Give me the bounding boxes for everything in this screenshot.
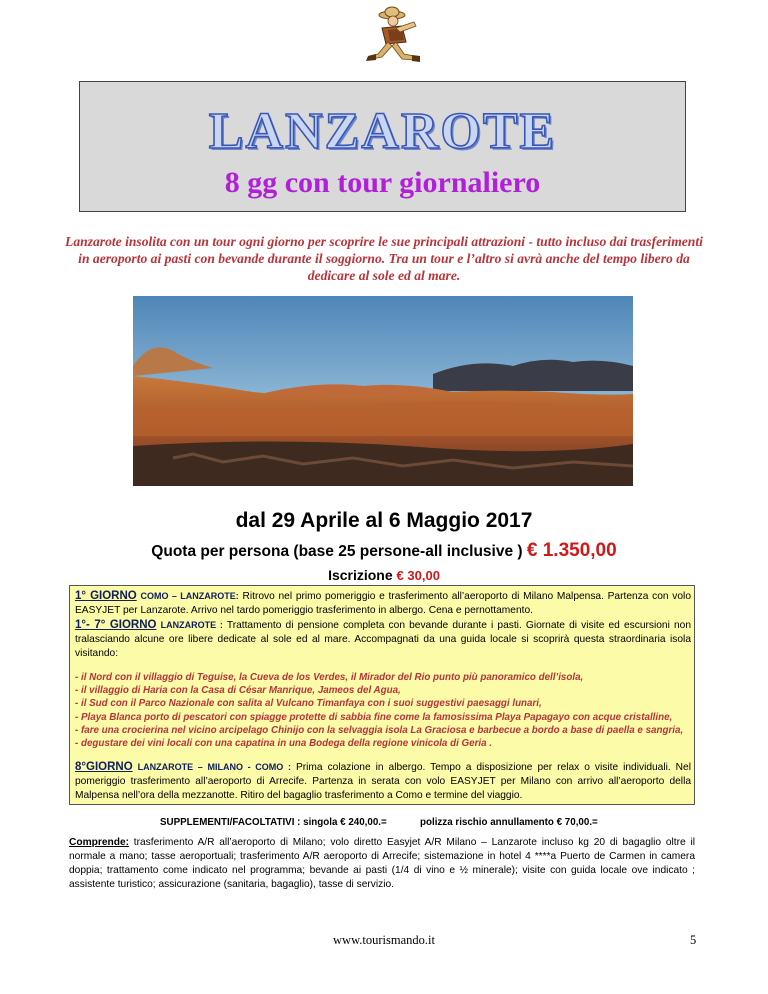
list-item: - Playa Blanca porto di pescatori con spiagge protette di sabbia fine come la famosissima Playa Papagayo con acque cristalline, [75,711,673,723]
registration-fee: € 30,00 [396,568,440,583]
day17-text: Trattamento di pensione completa con bevande durante i pasti. Giornate di visite ed escursioni non tralasciando alcune ore libere dedicate al sole ed al mare. Accompagnati da una guida locale si scoprirà questa straordinaria isola visitando: [75,620,691,659]
main-title: LANZAROTE [208,103,557,160]
itinerary-box [69,585,695,805]
list-item: - degustare dei vini locali con una capatina in una Bodega della regione vinicola di Geria . [75,738,493,750]
day8-route: LANZAROTE – MILANO - COMO : [137,762,291,773]
list-item: - il villaggio di Haria con la Casa di César Manrique, Jameos del Agua, [75,685,401,697]
day17-heading: 1°- 7° GIORNO [75,619,157,631]
supplement-single: SUPPLEMENTI/FACOLTATIVI : singola € 240,00.= [160,817,387,828]
list-item: - il Nord con il villaggio di Teguise, la Cueva de los Verdes, il Mirador del Rio punto più panoramico dell’isola, [75,672,584,683]
quota-label: Quota per persona (base 25 persone-all inclusive ) [151,543,523,560]
intro-text: Lanzarote insolita con un tour ogni giorno per scoprire le sue principali attrazioni - tutto incluso dai trasferimenti in aeroporto ai pasti con bevande durante il soggiorno. Tra un tour e l’altro si avrà anche del tempo libero da dedicare al sole ed al mare. [65,234,703,283]
day8-text: Prima colazione in albergo. Tempo a disposizione per relax o visite individuali. Nel pomeriggio trasferimento all’aeroporto di Arrecife. Partenza in serata con volo EASYJET per Milano con arrivo all’aeroporto della Malpensa nell’ora della mezzanotte. Ritiro del bagaglio trasferimento a Como e termine del viaggio. [75,762,691,802]
includes-label: Comprende: [69,837,129,848]
day1-paragraph [75,589,691,618]
subtitle: 8 gg con tour giornaliero [224,166,541,199]
day1-heading: 1° GIORNO [75,590,137,602]
list-item: - fare una crocierina nel vicino arcipelago Chinijo con la selvaggia isola La Graciosa e barbecue a bordo a base di paella e sangria, [75,724,684,736]
running-traveler-logo [352,4,424,66]
price: € 1.350,00 [526,540,617,561]
includes-paragraph [69,836,695,892]
page-number: 5 [690,933,697,947]
supplement-insurance: polizza rischio annullamento € 70,00.= [420,817,598,828]
day1-route: COMO – LANZAROTE: [140,591,239,601]
day8-paragraph [75,760,691,803]
registration-label: Iscrizione [328,567,393,583]
title-box [79,81,686,212]
travel-dates: dal 29 Aprile al 6 Maggio 2017 [235,509,533,532]
day17-route: LANZAROTE : [160,620,223,630]
day17-paragraph [75,618,691,661]
footer-url: www.tourismando.it [333,933,435,947]
day1-text: Ritrovo nel primo pomeriggio e trasferimento all’aeroporto di Milano Malpensa. Partenza con volo EASYJET per Lanzarote. Arrivo nel tardo pomeriggio trasferimento in albergo. Cena e pernottamento. [75,591,691,616]
day8-heading: 8°GIORNO [75,761,133,774]
tour-list [75,671,691,750]
list-item: - il Sud con il Parco Nazionale con salita al Vulcano Timanfaya con i suoi suggestivi paesaggi lunari, [75,698,542,710]
volcanic-landscape-photo [133,296,633,486]
price-line [0,541,768,562]
includes-text: trasferimento A/R all’aeroporto di Milano; volo diretto Easyjet A/R Milano – Lanzarote incluso kg 20 di bagaglio oltre il normale a mano; tasse aeroportuali; trasferimento A/R aeroporto di Arrecife; sistemazione in hotel 4 ****a Puerto de Carmen in camera doppia; trattamento come indicato nel programma; bevande ai pasti (1/4 di vino e ½ minerale); visite con guida locale ove indicato ; assistente turistico; assicurazione (sanitaria, bagaglio), tasse di servizio. [69,837,695,890]
registration-fee-line [0,566,768,585]
